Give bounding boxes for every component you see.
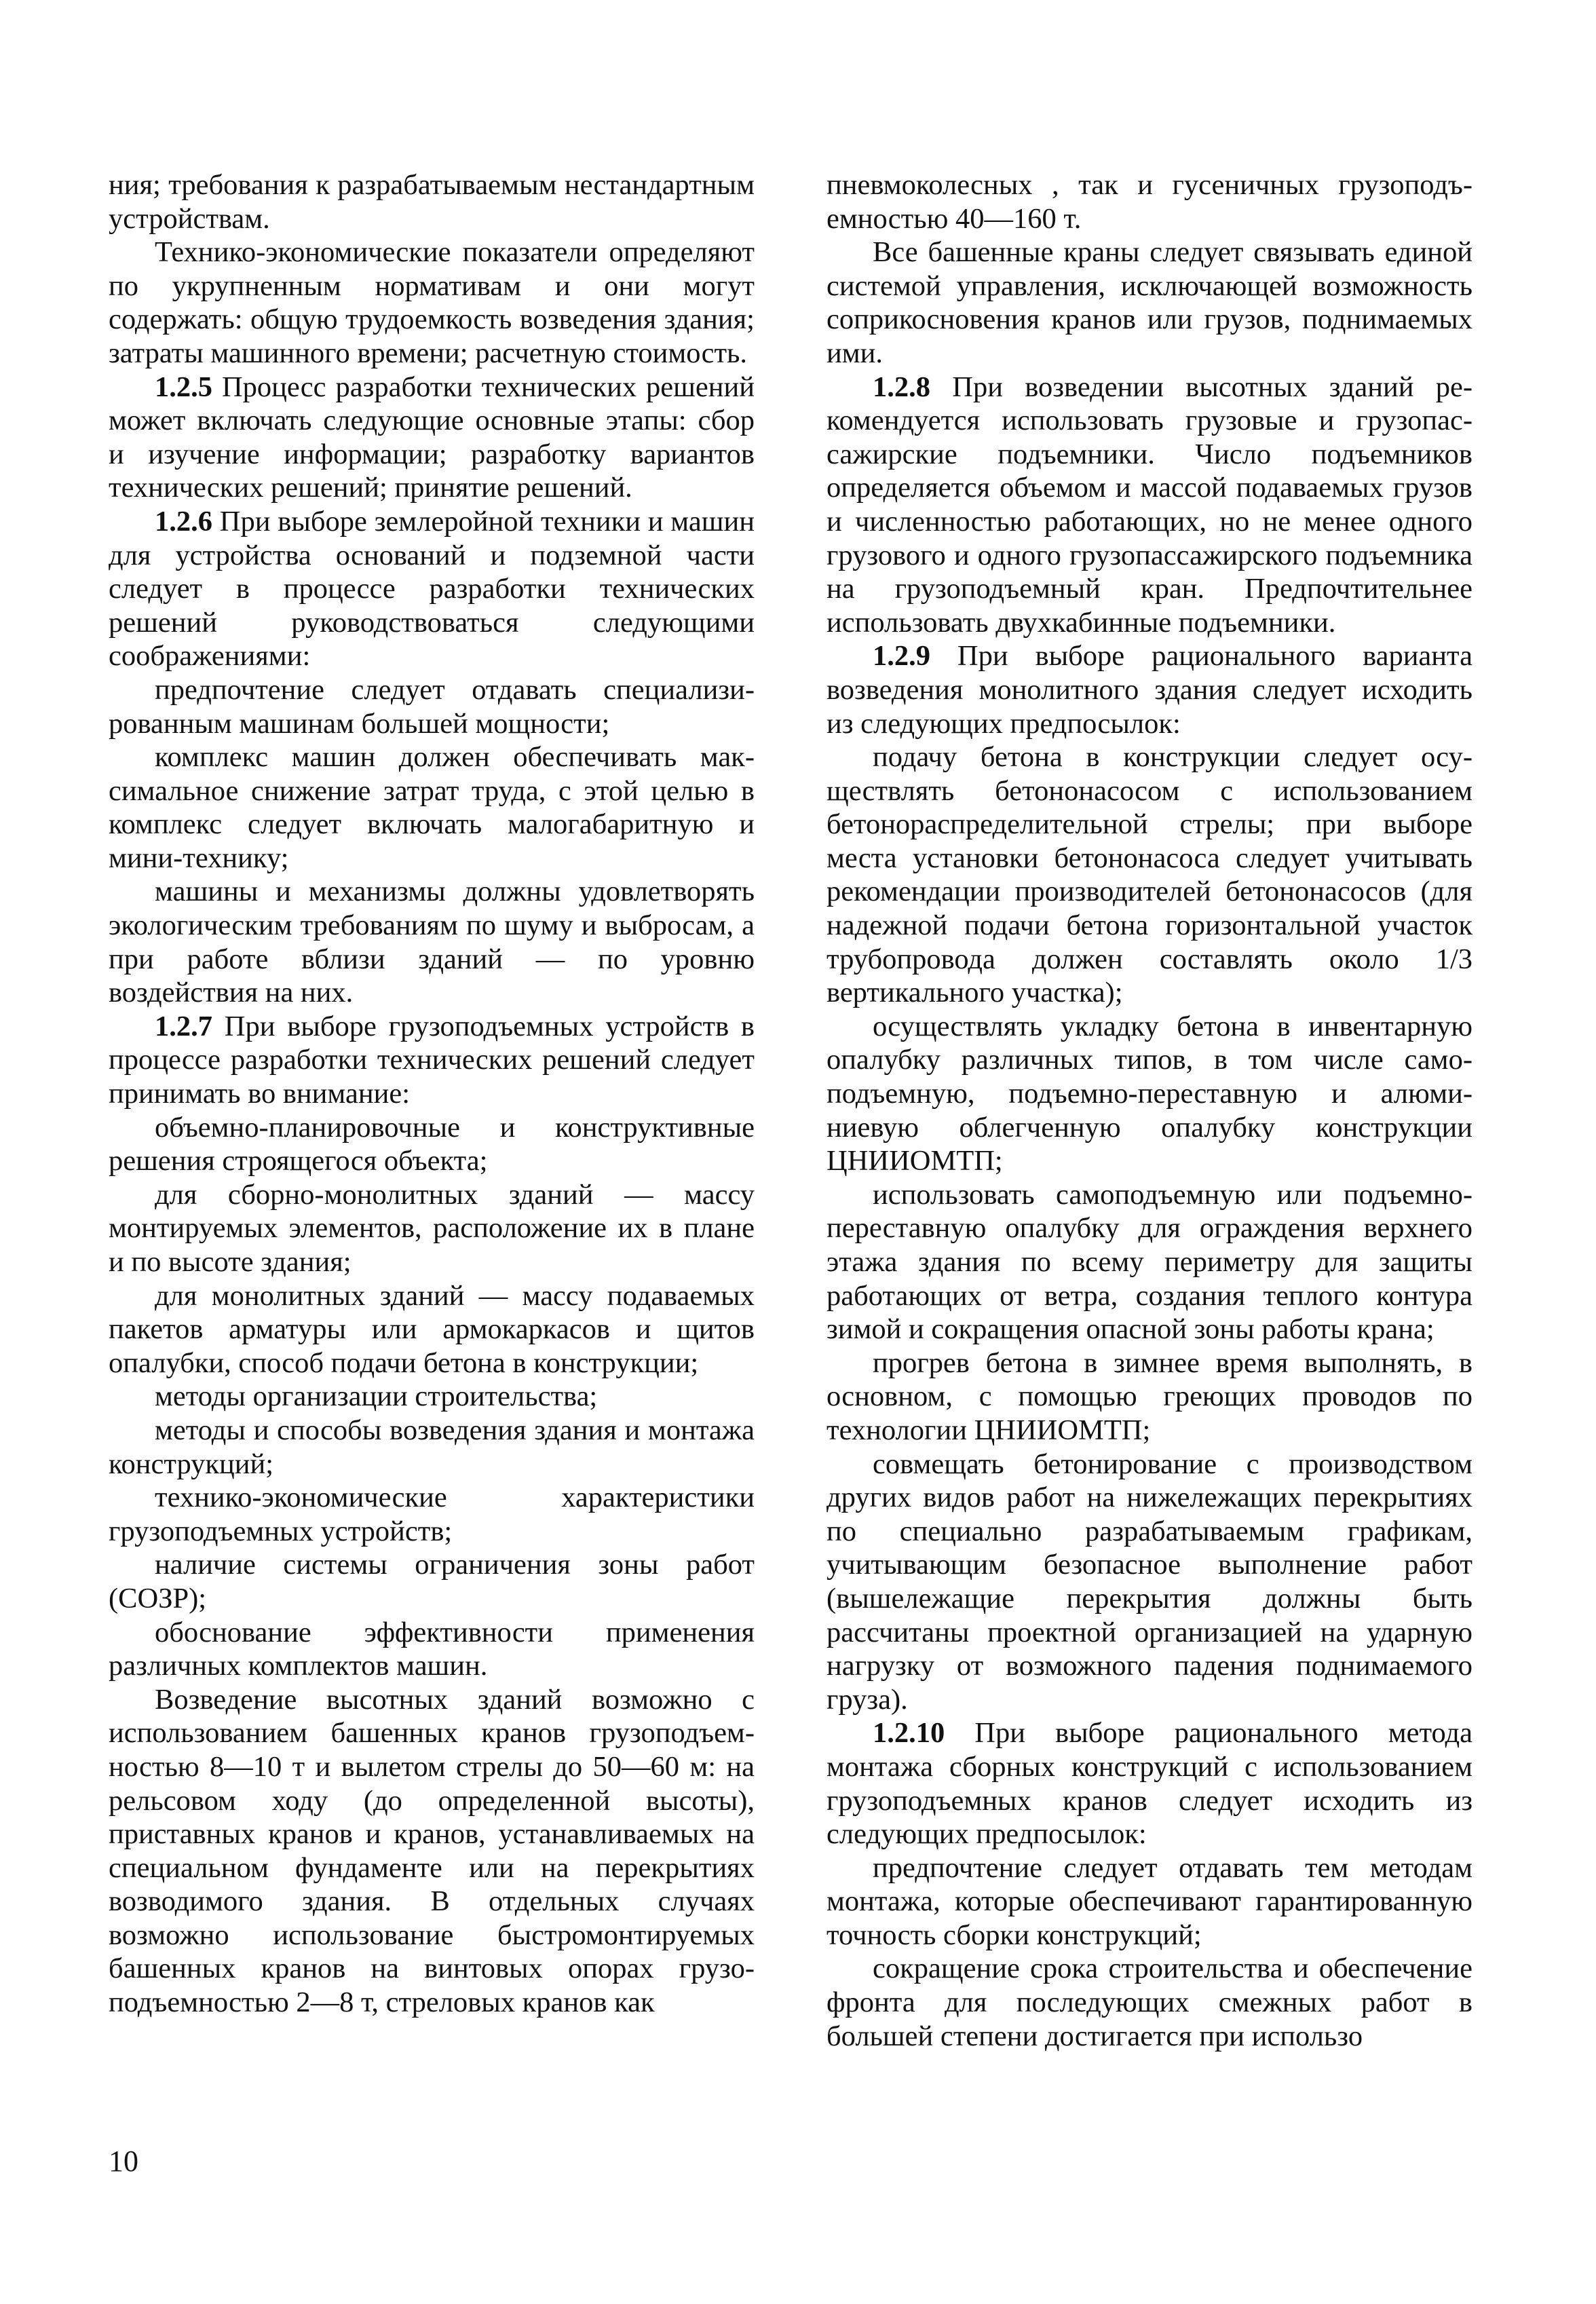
section-number: 1.2.5 — [155, 371, 212, 403]
paragraph-text: При выборе землеройной техники и машин для устройства оснований и подземной части следует в процессе разработки технических решений руководствоваться следующими соображениями: — [109, 505, 755, 673]
paragraph — [109, 371, 755, 505]
paragraph — [109, 505, 755, 673]
paragraph-text: При выборе рационального метода монтажа сборных конструкций с использованием грузоподъемных кранов следует исходить из следующих предпосылок: — [826, 1717, 1472, 1851]
paragraph-text: для сборно-монолитных зданий — массу монтируемых элементов, расположение их в плане и по высоте здания; — [109, 1178, 755, 1278]
paragraph-text: Процесс разработки технических решений может включать следующие основные этапы: сбор и изучение информации; разработку вариантов технических решений; принятие решений. — [109, 371, 755, 504]
paragraph — [109, 673, 755, 740]
paragraph-text: предпочтение следует отдавать специализированным машинам большей мощности; — [109, 673, 755, 740]
paragraph-text: ния; требования к разрабатываемым нестандартным устройствам. — [109, 169, 755, 235]
paragraph-text: сокращение срока строительства и обеспечение фронта для последующих смежных работ в большей степени достигается при использо — [826, 1952, 1472, 2052]
paragraph — [109, 1548, 755, 1615]
paragraph-text: Все башенные краны следует связывать единой системой управления, исключающей возможность соприкосновения кранов или грузов, поднимаемых ими. — [826, 236, 1472, 369]
paragraph-text: предпочтение следует отдавать тем методам монтажа, которые обеспечивают гарантированную точность сборки конструкций; — [826, 1851, 1472, 1951]
paragraph — [826, 639, 1472, 740]
paragraph-text: методы организации строительства; — [155, 1380, 598, 1413]
right-text-column — [826, 168, 1472, 2053]
paragraph-text: При возведении высотных зданий рекомендуется использовать грузовые и грузопассажирские подъемники. Число подъемников определяется объемом и массой подаваемых грузов и численностью работающих, но не менее одного грузового и одного грузопассажирского подъемника на грузоподъемный кран. Предпочтительнее использовать двухкабинные подъемники. — [826, 371, 1472, 639]
paragraph — [826, 1010, 1472, 1178]
paragraph — [109, 1414, 755, 1481]
paragraph — [109, 1683, 755, 2020]
paragraph-text: машины и механизмы должны удовлетворять экологическим требованиям по шуму и выбросам, а при работе вблизи зданий — по уровню воздействия на них. — [109, 875, 755, 1009]
paragraph-text: Возведение высотных зданий возможно с использованием башенных кранов грузоподъемностью 8—10 т и вылетом стрелы до 50—60 м: на рельсовом ходу (до определенной высоты), приставных кранов и кранов, устанавливаемых на специальном фундаменте или на перекрытиях возводимого здания. В отдельных случаях возможно использование быстромонтируемых башенных кранов на винтовых опорах грузоподъемностью 2—8 т, стреловых кранов как — [109, 1683, 755, 2019]
paragraph — [826, 1851, 1472, 1952]
paragraph — [826, 371, 1472, 640]
paragraph — [109, 1178, 755, 1279]
section-number: 1.2.8 — [873, 371, 930, 403]
paragraph — [826, 235, 1472, 370]
page-number: 10 — [109, 2145, 138, 2178]
paragraph-text: использовать самоподъемную или подъемно-переставную опалубку для ограждения верхнего этажа здания по всему периметру для защиты работающих от ветра, создания теплого контура зимой и сокращения опасной зоны работы крана; — [826, 1178, 1472, 1346]
paragraph — [109, 1616, 755, 1683]
paragraph-text: При выборе рационального варианта возведения монолитного здания следует исходить из следующих предпосылок: — [826, 640, 1472, 740]
paragraph-text: для монолитных зданий — массу подаваемых пакетов арматуры или армокаркасов и щитов опалубки, способ подачи бетона в конструкции; — [109, 1279, 755, 1379]
paragraph — [109, 740, 755, 875]
section-number: 1.2.7 — [155, 1010, 212, 1042]
paragraph — [109, 168, 755, 235]
left-text-column — [109, 168, 755, 2020]
paragraph-text: При выборе грузоподъемных устройств в процессе разработки технических решений следует принимать во внимание: — [109, 1010, 755, 1110]
paragraph — [826, 1448, 1472, 1717]
section-number: 1.2.10 — [873, 1717, 945, 1750]
paragraph — [109, 1010, 755, 1111]
paragraph — [109, 875, 755, 1009]
paragraph-text: наличие системы ограничения зоны работ (СОЗР); — [109, 1549, 755, 1614]
paragraph — [826, 1178, 1472, 1346]
paragraph — [109, 235, 755, 370]
paragraph-text: Технико-экономические показатели определяют по укрупненным нормативам и они могут содержать: общую трудоемкость возведения здания; затраты машинного времени; расчетную стоимость. — [109, 236, 755, 369]
paragraph — [826, 740, 1472, 1010]
paragraph-text: обоснование эффективности применения различных комплектов машин. — [109, 1616, 755, 1682]
paragraph — [109, 1481, 755, 1548]
paragraph — [109, 1111, 755, 1178]
paragraph-text: совмещать бетонирование с производством других видов работ на нижележащих перекрытиях по специально разрабатываемым графикам, учитывающим безопасное выполнение работ (вышележащие перекрытия должны быть рассчитаны проектной организацией на ударную нагрузку от возможного падения поднимаемого груза). — [826, 1448, 1472, 1716]
section-number: 1.2.6 — [155, 505, 212, 537]
paragraph — [109, 1279, 755, 1380]
paragraph — [109, 1380, 755, 1414]
paragraph — [826, 1716, 1472, 1851]
paragraph-text: комплекс машин должен обеспечивать максимальное снижение затрат труда, с этой целью в комплекс следует включать малогабаритную и мини-технику; — [109, 741, 755, 874]
paragraph — [826, 168, 1472, 235]
paragraph — [826, 1952, 1472, 2053]
paragraph-text: прогрев бетона в зимнее время выполнять, в основном, с помощью греющих проводов по технологии ЦНИИОМТП; — [826, 1346, 1472, 1446]
paragraph-text: подачу бетона в конструкции следует осуществлять бетононасосом с использованием бетонораспределительной стрелы; при выборе места установки бетононасоса следует учитывать рекомендации производителей бетононасосов (для надежной подачи бетона горизонтальной участок трубопровода должен составлять около 1/3 вертикального участка); — [826, 741, 1472, 1009]
paragraph-text: методы и способы возведения здания и монтажа конструкций; — [109, 1414, 755, 1480]
paragraph-text: осуществлять укладку бетона в инвентарную опалубку различных типов, в том числе самоподъемную, подъемно-переставную и алюминиевую облегченную опалубку конструкции ЦНИИОМТП; — [826, 1010, 1472, 1177]
paragraph-text: пневмоколесных , так и гусеничных грузоподъемностью 40—160 т. — [826, 169, 1472, 235]
paragraph-text: технико-экономические характеристики грузоподъемных устройств; — [109, 1481, 755, 1547]
paragraph-text: объемно-планировочные и конструктивные решения строящегося объекта; — [109, 1111, 755, 1177]
paragraph — [826, 1346, 1472, 1448]
section-number: 1.2.9 — [873, 640, 930, 673]
